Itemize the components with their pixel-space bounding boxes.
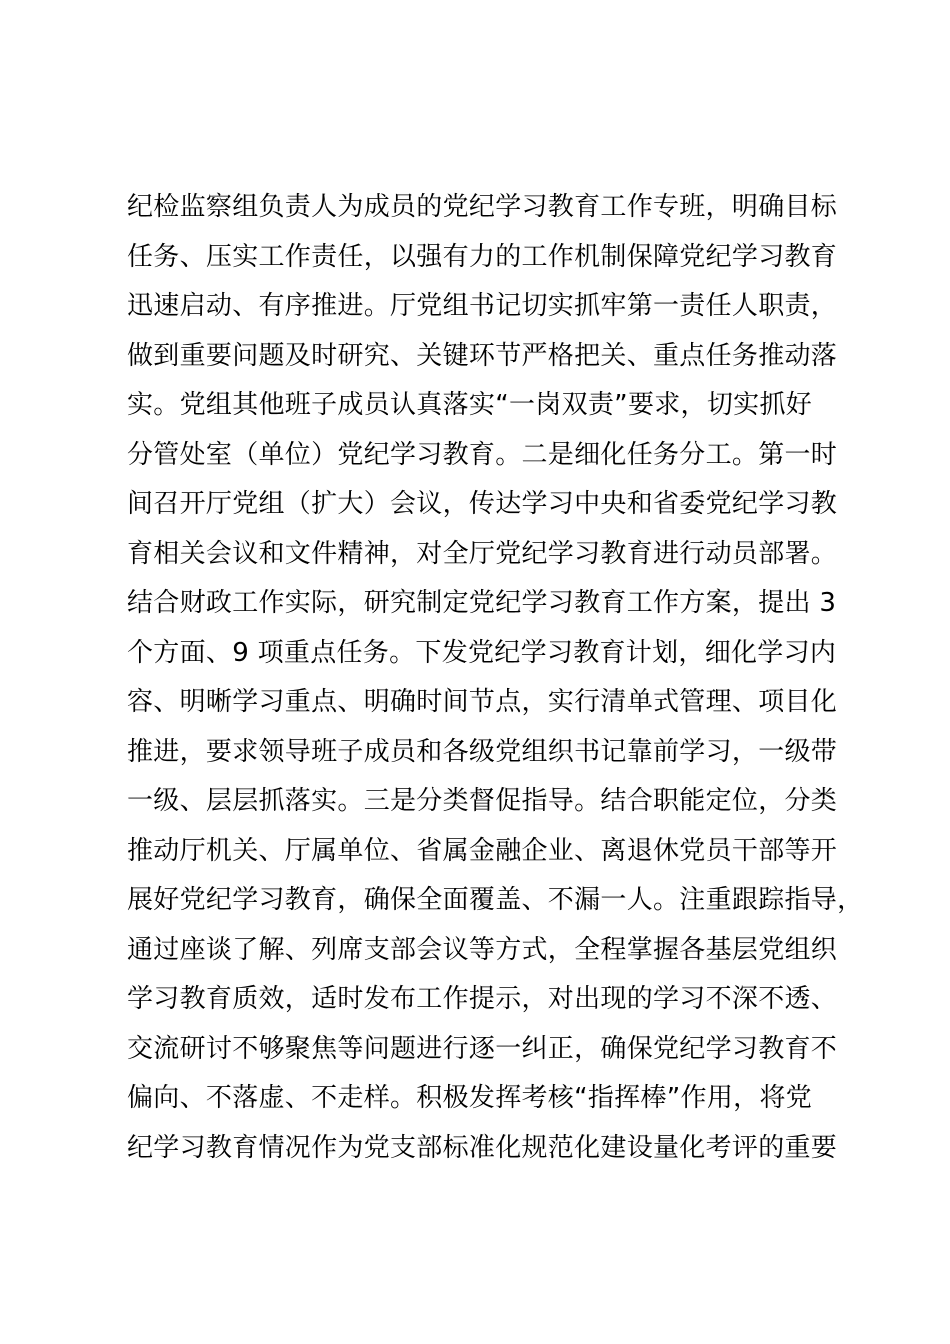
- text-line: 推动厅机关、厅属单位、省属金融企业、离退休党员干部等开: [127, 835, 838, 866]
- text-line: 分管处室（单位）党纪学习教育。二是细化任务分工。第一时: [127, 439, 838, 470]
- text-line: 个方面、9 项重点任务。下发党纪学习教育计划，细化学习内: [127, 637, 837, 668]
- text-line: 容、明晰学习重点、明确时间节点，实行清单式管理、项目化: [127, 687, 838, 717]
- text-line: 一级、层层抓落实。三是分类督促指导。结合职能定位，分类: [127, 786, 838, 816]
- text-line: 交流研讨不够聚焦等问题进行逐一纠正，确保党纪学习教育不: [127, 1033, 838, 1064]
- text-line: 展好党纪学习教育，确保全面覆盖、不漏一人。注重跟踪指导，: [127, 885, 864, 915]
- text-line: 偏向、不落虚、不走样。积极发挥考核“指挥棒”作用，将党: [127, 1083, 813, 1113]
- body-text: [127, 183, 864, 1173]
- text-line: 任务、压实工作责任，以强有力的工作机制保障党纪学习教育: [127, 241, 838, 272]
- text-line: 学习教育质效，适时发布工作提示，对出现的学习不深不透、: [127, 984, 838, 1014]
- text-line: 纪学习教育情况作为党支部标准化规范化建设量化考评的重要: [127, 1132, 838, 1163]
- text-line: 育相关会议和文件精神，对全厅党纪学习教育进行动员部署。: [127, 538, 838, 569]
- text-line: 间召开厅党组（扩大）会议，传达学习中央和省委党纪学习教: [127, 489, 838, 519]
- text-line: 做到重要问题及时研究、关键环节严格把关、重点任务推动落: [127, 340, 838, 371]
- text-line: 纪检监察组负责人为成员的党纪学习教育工作专班，明确目标: [127, 192, 838, 222]
- text-line: 实。党组其他班子成员认真落实“一岗双责”要求，切实抓好: [127, 390, 813, 420]
- text-line: 迅速启动、有序推进。厅党组书记切实抓牢第一责任人职责，: [127, 291, 838, 321]
- text-line: 推进，要求领导班子成员和各级党组织书记靠前学习，一级带: [127, 736, 838, 767]
- text-line: 通过座谈了解、列席支部会议等方式，全程掌握各基层党组织: [127, 934, 838, 965]
- text-line: 结合财政工作实际，研究制定党纪学习教育工作方案，提出 3: [127, 588, 837, 618]
